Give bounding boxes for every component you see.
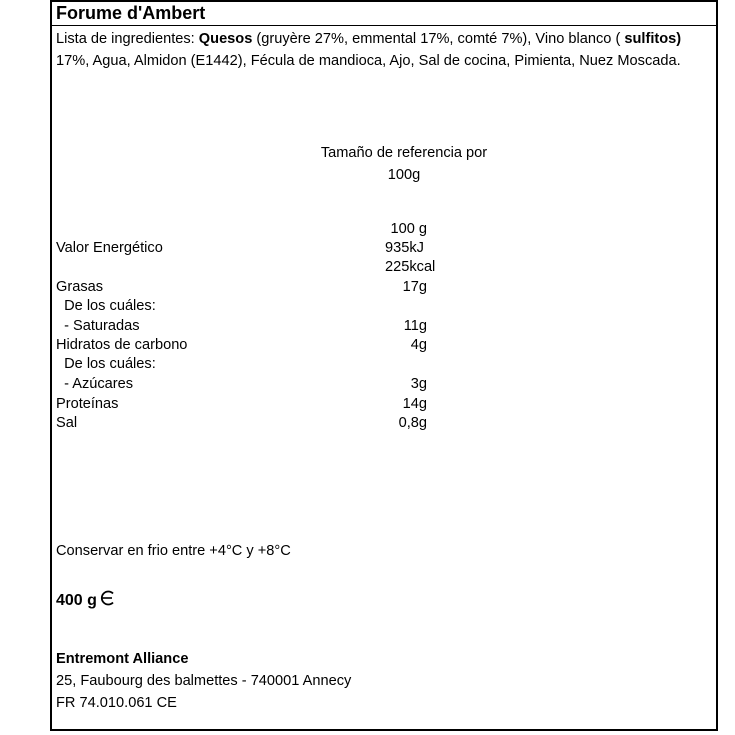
company-registration: FR 74.010.061 CE bbox=[56, 695, 177, 711]
net-weight-value: 400 g bbox=[56, 591, 97, 609]
estimated-sign-icon bbox=[99, 589, 115, 612]
ingredients-text-2: 17%, Agua, Almidon (E1442), Fécula de mandioca, Ajo, Sal de cocina, Pimienta, Nuez Moscada. bbox=[56, 52, 681, 69]
nutrition-label-salt: Sal bbox=[56, 415, 78, 431]
product-title: Forume d'Ambert bbox=[56, 3, 206, 23]
ingredients-text-1: (gruyère 27%, emmental 17%, comté 7%), Vino blanco ( bbox=[252, 31, 625, 47]
reference-size bbox=[300, 142, 508, 186]
nutrition-value-salt: 0,8g bbox=[398, 415, 427, 431]
nutrition-column-header: 100 g bbox=[390, 221, 427, 237]
ingredients-bold-cheeses: Quesos bbox=[198, 31, 253, 47]
nutrition-value-protein: 14g bbox=[402, 396, 427, 412]
nutrition-label-saturated: - Saturadas bbox=[56, 318, 140, 334]
nutrition-value-carbs: 4g bbox=[410, 337, 427, 353]
net-weight bbox=[56, 589, 115, 612]
ingredients-prefix: Lista de ingredientes: bbox=[56, 31, 199, 47]
reference-line-1: Tamaño de referencia por bbox=[320, 145, 488, 161]
company-address: 25, Faubourg des balmettes - 740001 Annecy bbox=[56, 673, 352, 689]
company-block bbox=[56, 648, 351, 714]
reference-line-2: 100g bbox=[387, 167, 421, 183]
company-name: Entremont Alliance bbox=[56, 651, 189, 667]
nutrition-value-saturated: 11g bbox=[403, 318, 427, 334]
nutrition-label-carbs: Hidratos de carbono bbox=[56, 337, 188, 353]
storage-note: Conservar en frio entre +4°C y +8°C bbox=[56, 543, 291, 559]
nutrition-label-protein: Proteínas bbox=[56, 396, 119, 412]
nutrition-value-sugars: 3g bbox=[410, 376, 427, 392]
title-divider bbox=[50, 25, 718, 26]
ingredients-bold-sulfites: sulfitos) bbox=[624, 31, 682, 47]
nutrition-value-fat: 17g bbox=[402, 279, 427, 295]
nutrition-label-fat: Grasas bbox=[56, 279, 104, 295]
ingredients-list bbox=[56, 29, 712, 72]
nutrition-value-kj: 935kJ bbox=[385, 240, 424, 256]
nutrition-label-energy: Valor Energético bbox=[56, 240, 163, 256]
nutrition-value-kcal: 225kcal bbox=[385, 259, 436, 275]
nutrition-label-sugars: - Azúcares bbox=[56, 376, 134, 392]
nutrition-label-of-which-2: De los cuáles: bbox=[56, 356, 156, 372]
nutrition-label-of-which-1: De los cuáles: bbox=[56, 298, 156, 314]
